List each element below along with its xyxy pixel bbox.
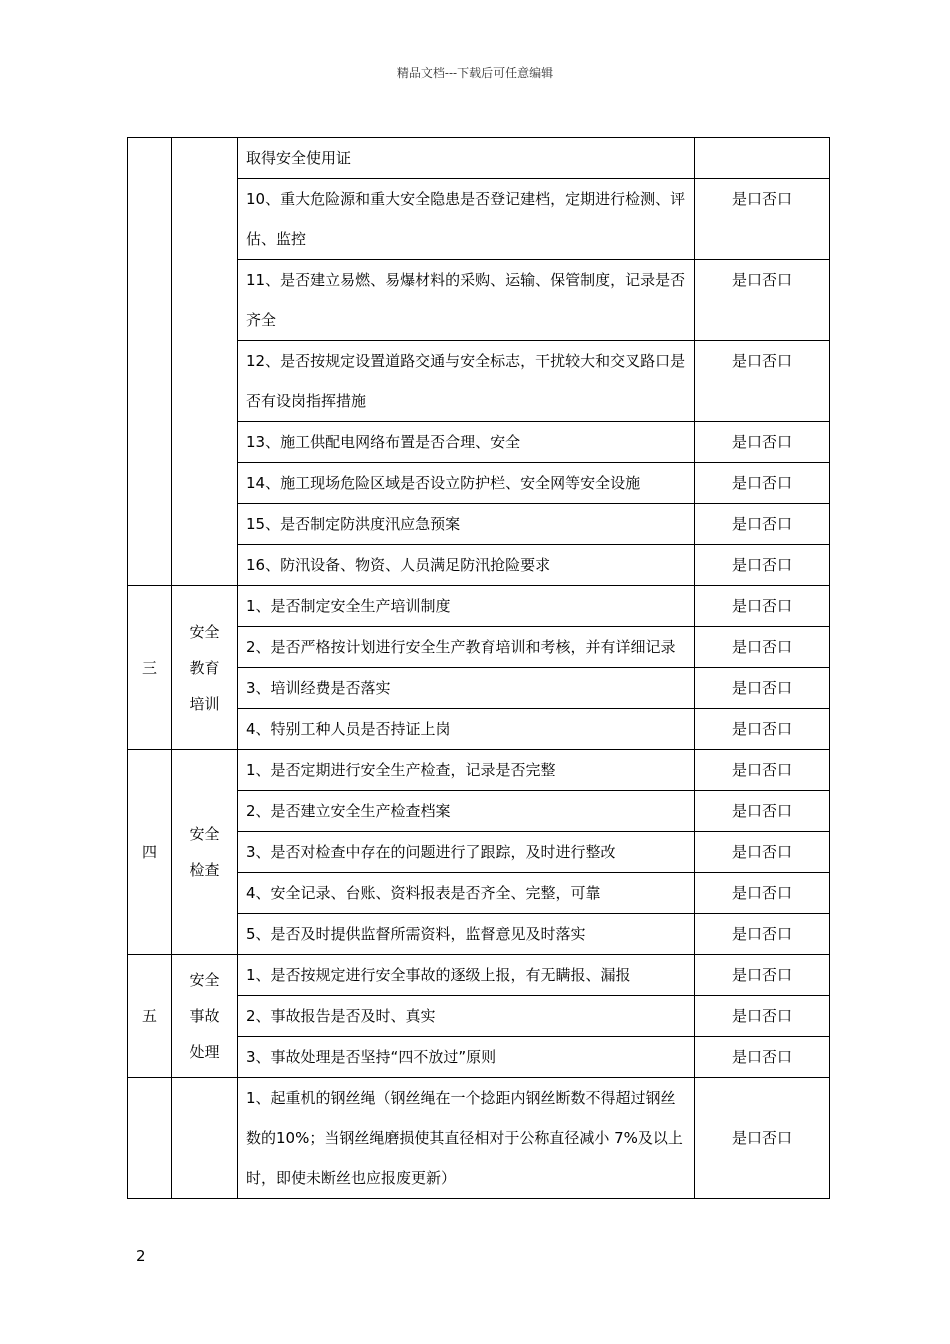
check-item: 2、事故报告是否及时、真实 (238, 996, 695, 1037)
section-category (172, 138, 238, 586)
check-item: 1、是否定期进行安全生产检查，记录是否完整 (238, 750, 695, 791)
section-category (172, 750, 238, 955)
category-line: 安全 (189, 825, 220, 843)
answer-checkbox[interactable]: 是口否口 (695, 1078, 830, 1199)
answer-checkbox[interactable]: 是口否口 (695, 179, 830, 260)
section-number (128, 138, 172, 586)
category-line: 检查 (189, 861, 220, 879)
answer-checkbox[interactable]: 是口否口 (695, 1037, 830, 1078)
page-header: 精品文档---下载后可任意编辑 (396, 66, 554, 80)
check-item: 10、重大危险源和重大安全隐患是否登记建档，定期进行检测、评估、监控 (238, 179, 695, 260)
answer-checkbox[interactable]: 是口否口 (695, 341, 830, 422)
check-item: 4、特别工种人员是否持证上岗 (238, 709, 695, 750)
check-item: 3、是否对检查中存在的问题进行了跟踪，及时进行整改 (238, 832, 695, 873)
category-line: 培训 (189, 694, 220, 713)
category-line: 教育 (189, 658, 220, 677)
answer-checkbox[interactable]: 是口否口 (695, 791, 830, 832)
answer-checkbox[interactable]: 是口否口 (695, 260, 830, 341)
answer-checkbox[interactable]: 是口否口 (695, 914, 830, 955)
answer-checkbox[interactable]: 是口否口 (695, 504, 830, 545)
section-number: 五 (128, 955, 172, 1078)
check-item: 1、是否按规定进行安全事故的逐级上报，有无瞒报、漏报 (238, 955, 695, 996)
check-item: 3、事故处理是否坚持“四不放过”原则 (238, 1037, 695, 1078)
check-item: 3、培训经费是否落实 (238, 668, 695, 709)
table-row (128, 138, 830, 179)
table-row (128, 750, 830, 791)
check-item: 1、是否制定安全生产培训制度 (238, 586, 695, 627)
answer-checkbox[interactable]: 是口否口 (695, 463, 830, 504)
page-number: 2 (136, 1247, 146, 1265)
section-number: 三 (128, 586, 172, 750)
category-line: 安全 (189, 971, 220, 989)
check-item: 15、是否制定防洪度汛应急预案 (238, 504, 695, 545)
category-line: 处理 (189, 1043, 220, 1061)
check-item: 5、是否及时提供监督所需资料，监督意见及时落实 (238, 914, 695, 955)
check-item: 13、施工供配电网络布置是否合理、安全 (238, 422, 695, 463)
table-row (128, 1078, 830, 1199)
safety-checklist-table (127, 137, 830, 1199)
answer-checkbox[interactable]: 是口否口 (695, 996, 830, 1037)
answer-checkbox[interactable]: 是口否口 (695, 873, 830, 914)
check-item: 取得安全使用证 (238, 138, 695, 179)
answer-checkbox[interactable]: 是口否口 (695, 422, 830, 463)
section-category (172, 586, 238, 750)
answer-checkbox[interactable]: 是口否口 (695, 545, 830, 586)
category-line: 事故 (189, 1007, 220, 1025)
answer-checkbox[interactable]: 是口否口 (695, 709, 830, 750)
check-item: 2、是否建立安全生产检查档案 (238, 791, 695, 832)
table-row (128, 586, 830, 627)
check-item: 16、防汛设备、物资、人员满足防汛抢险要求 (238, 545, 695, 586)
category-line: 安全 (189, 622, 220, 641)
table-row (128, 955, 830, 996)
section-category (172, 955, 238, 1078)
check-item: 4、安全记录、台账、资料报表是否齐全、完整，可靠 (238, 873, 695, 914)
check-item: 11、是否建立易燃、易爆材料的采购、运输、保管制度，记录是否齐全 (238, 260, 695, 341)
check-item: 2、是否严格按计划进行安全生产教育培训和考核，并有详细记录 (238, 627, 695, 668)
answer-checkbox[interactable]: 是口否口 (695, 955, 830, 996)
answer-checkbox[interactable]: 是口否口 (695, 750, 830, 791)
check-item: 1、起重机的钢丝绳（钢丝绳在一个捻距内钢丝断数不得超过钢丝数的10%；当钢丝绳磨损使其直径相对于公称直径减小 7%及以上时，即使未断丝也应报废更新） (238, 1078, 695, 1199)
section-number (128, 1078, 172, 1199)
answer-checkbox[interactable]: 是口否口 (695, 668, 830, 709)
check-item: 12、是否按规定设置道路交通与安全标志，干扰较大和交叉路口是否有设岗指挥措施 (238, 341, 695, 422)
section-category (172, 1078, 238, 1199)
answer-checkbox[interactable]: 是口否口 (695, 586, 830, 627)
answer-checkbox[interactable]: 是口否口 (695, 627, 830, 668)
answer-checkbox[interactable]: 是口否口 (695, 832, 830, 873)
section-number: 四 (128, 750, 172, 955)
check-item: 14、施工现场危险区域是否设立防护栏、安全网等安全设施 (238, 463, 695, 504)
answer-checkbox[interactable] (695, 138, 830, 179)
